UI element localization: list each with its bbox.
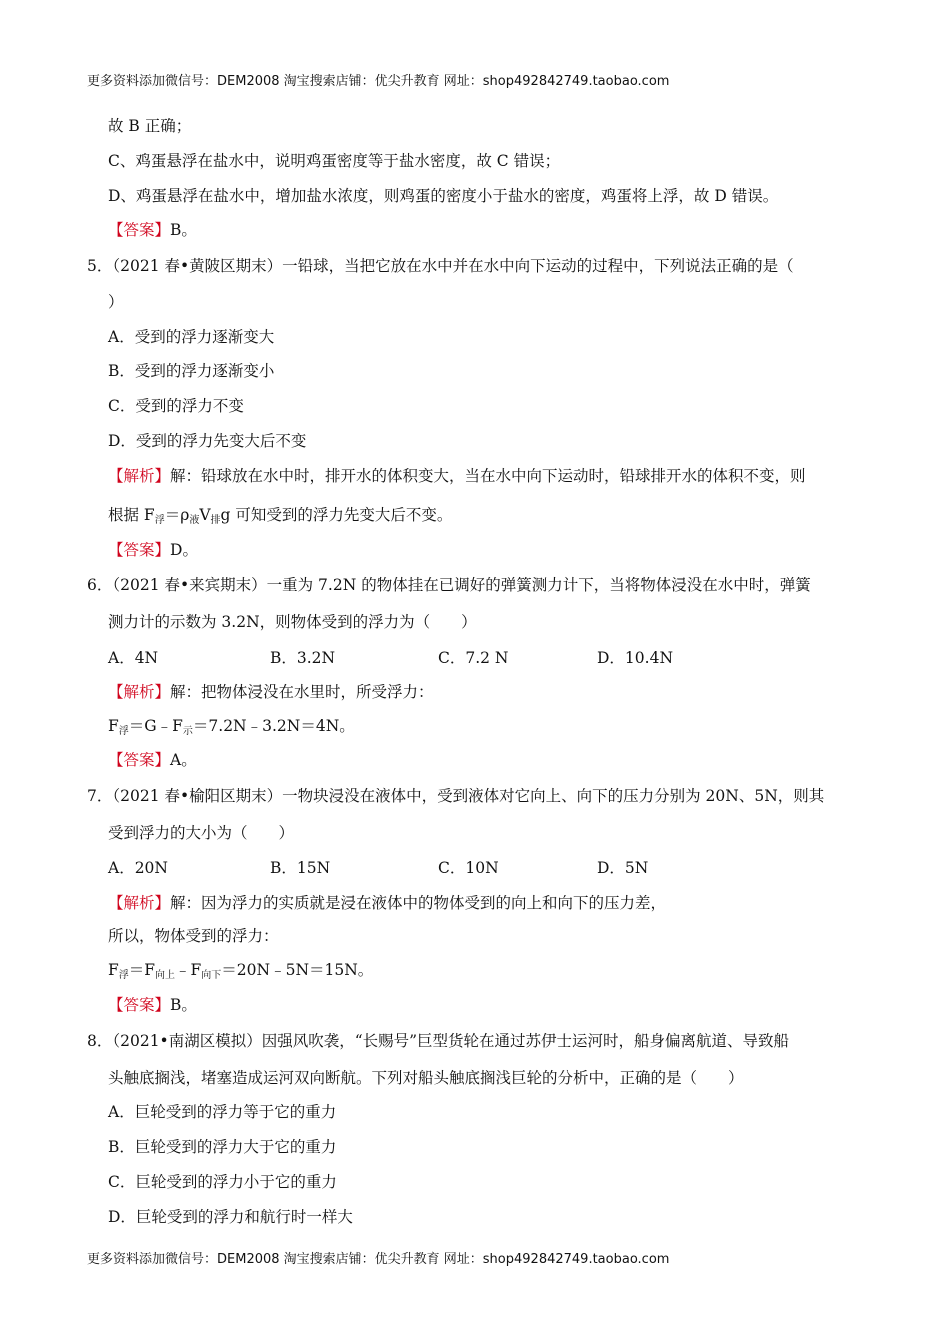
q8-stem-1: 8．（2021•南湖区模拟）因强风吹袭，“长赐号”巨型货轮在通过苏伊士运河时，船身偏离航道、导致船	[87, 1032, 790, 1050]
q7-analysis-1: 【解析】解：因为浮力的实质就是浸在液体中的物体受到的向上和向下的压力差，	[108, 894, 667, 912]
q5-option-d: D．受到的浮力先变大后不变	[108, 432, 307, 450]
q7-option-b: B．15N	[270, 859, 331, 877]
q7-stem-1: 7．（2021 春•榆阳区期末）一物块浸没在液体中，受到液体对它向上、向下的压力分别为 20N、5N，则其	[87, 787, 825, 805]
q7-stem-2: 受到浮力的大小为（ ）	[108, 824, 295, 842]
q6-analysis-1: 【解析】解：把物体浸没在水里时，所受浮力：	[108, 683, 434, 701]
q5-option-a: A．受到的浮力逐渐变大	[108, 328, 275, 346]
q6-option-c: C．7.2 N	[438, 649, 509, 667]
q8-stem-2: 头触底搁浅，堵塞造成运河双向断航。下列对船头触底搁浅巨轮的分析中，正确的是（ ）	[108, 1069, 744, 1087]
q8-option-b: B．巨轮受到的浮力大于它的重力	[108, 1138, 337, 1156]
answer-tag: 【答案】	[108, 541, 171, 559]
analysis-tag: 【解析】	[108, 683, 171, 701]
q7-formula: F浮＝F向上﹣F向下＝20N﹣5N＝15N。	[108, 961, 374, 981]
q6-stem-1: 6．（2021 春•来宾期末）一重为 7.2N 的物体挂在已调好的弹簧测力计下，当将物体浸没在水中时，弹簧	[87, 576, 811, 594]
answer-tag: 【答案】	[108, 751, 171, 769]
prev-answer: 【答案】B。	[108, 221, 197, 239]
q6-option-a: A．4N	[108, 649, 159, 667]
q5-option-c: C．受到的浮力不变	[108, 397, 244, 415]
q5-stem-2: ）	[108, 293, 124, 311]
q8-option-d: D．巨轮受到的浮力和航行时一样大	[108, 1208, 353, 1226]
q6-stem-2: 测力计的示数为 3.2N，则物体受到的浮力为（ ）	[108, 613, 477, 631]
prev-line-3: D、鸡蛋悬浮在盐水中，增加盐水浓度，则鸡蛋的密度小于盐水的密度，鸡蛋将上浮，故 D 错误。	[108, 187, 779, 205]
q8-option-a: A．巨轮受到的浮力等于它的重力	[108, 1103, 337, 1121]
q5-analysis-2: 根据 F浮＝ρ液V排g 可知受到的浮力先变大后不变。	[108, 506, 453, 526]
q7-answer: 【答案】B。	[108, 996, 197, 1014]
q5-option-b: B．受到的浮力逐渐变小	[108, 362, 275, 380]
prev-line-2: C、鸡蛋悬浮在盐水中，说明鸡蛋密度等于盐水密度，故 C 错误；	[108, 152, 561, 170]
answer-tag: 【答案】	[108, 221, 171, 239]
page-header: 更多资料添加微信号：DEM2008 淘宝搜索店铺：优尖升教育 网址：shop492842749.taobao.com	[87, 74, 670, 89]
prev-line-1: 故 B 正确；	[108, 117, 192, 135]
q7-option-c: C．10N	[438, 859, 499, 877]
q7-analysis-2: 所以，物体受到的浮力：	[108, 927, 279, 945]
q8-option-c: C．巨轮受到的浮力小于它的重力	[108, 1173, 337, 1191]
analysis-tag: 【解析】	[108, 894, 171, 912]
answer-tag: 【答案】	[108, 996, 171, 1014]
q7-option-a: A．20N	[108, 859, 168, 877]
q5-stem-1: 5．（2021 春•黄陂区期末）一铅球，当把它放在水中并在水中向下运动的过程中，下列说法正确的是（	[87, 257, 794, 275]
q6-answer: 【答案】A。	[108, 751, 197, 769]
analysis-tag: 【解析】	[108, 467, 171, 485]
page-footer: 更多资料添加微信号：DEM2008 淘宝搜索店铺：优尖升教育 网址：shop492842749.taobao.com	[87, 1252, 670, 1267]
q5-analysis-1: 【解析】解：铅球放在水中时，排开水的体积变大，当在水中向下运动时，铅球排开水的体积不变，则	[108, 467, 806, 485]
q7-option-d: D．5N	[597, 859, 649, 877]
q5-answer: 【答案】D。	[108, 541, 198, 559]
q6-option-d: D．10.4N	[597, 649, 674, 667]
q6-formula: F浮＝G﹣F示＝7.2N﹣3.2N＝4N。	[108, 717, 355, 737]
q6-option-b: B．3.2N	[270, 649, 336, 667]
